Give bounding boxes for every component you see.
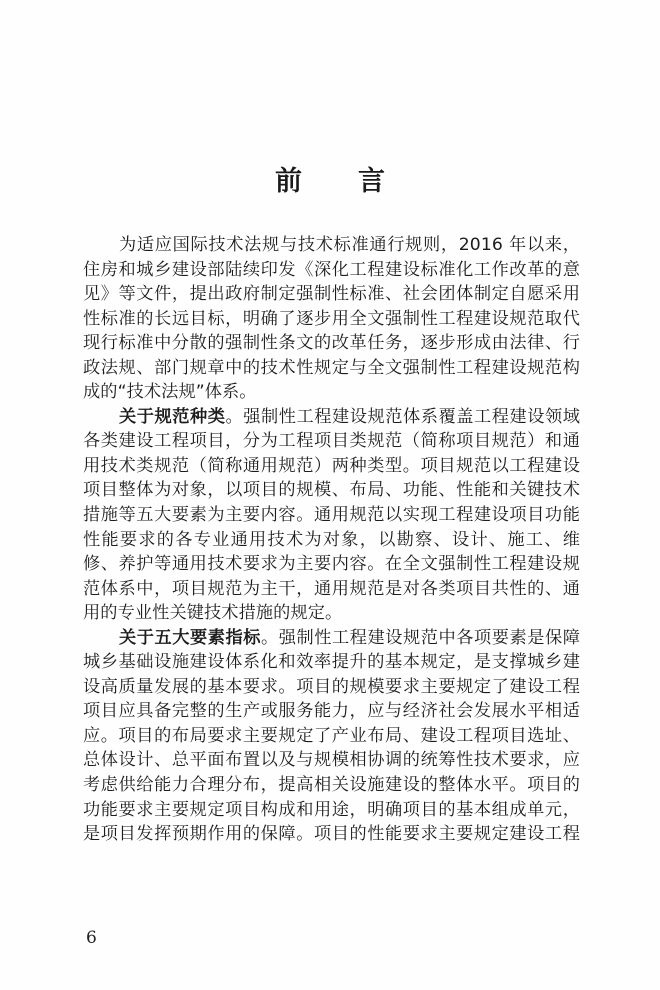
text-line: [83, 405, 580, 430]
text-line: 用的专业性关键技术措施的规定。: [83, 603, 343, 624]
text-line: 见》等文件，提出政府制定强制性标准、社会团体制定自愿采用: [83, 284, 580, 305]
text-line: 考虑供给能力合理分布，提高相关设施建设的整体水平。项目的: [83, 775, 580, 796]
page-number: 6: [86, 928, 97, 948]
text-line: 总体设计、总平面布置以及与规模相协调的统筹性技术要求，应: [83, 750, 580, 771]
text-line: 用技术类规范（简称通用规范）两种类型。项目规范以工程建设: [83, 455, 580, 476]
text-line: 各类建设工程项目，分为工程项目类规范（简称项目规范）和通: [83, 431, 580, 452]
paragraph-heading: 关于规范种类: [119, 406, 226, 427]
text-line: 成的“技术法规”体系。: [83, 382, 257, 403]
text-line: 措施等五大要素为主要内容。通用规范以实现工程建设项目功能: [83, 505, 580, 526]
text-line: 住房和城乡建设部陆续印发《深化工程建设标准化工作改革的意: [83, 259, 580, 280]
text-line: 项目应具备完整的生产或服务能力，应与经济社会发展水平相适: [83, 701, 580, 722]
page-title: [0, 166, 660, 198]
title-char-1: 前: [275, 166, 302, 197]
text-run: 。强制性工程建设规范体系覆盖工程建设领域: [225, 406, 580, 427]
text-line: 应。项目的布局要求主要规定了产业布局、建设工程项目选址、: [83, 725, 580, 746]
text-line: 修、养护等通用技术要求为主要内容。在全文强制性工程建设规: [83, 554, 580, 575]
text-run: 。强制性工程建设规范中各项要素是保障: [260, 627, 580, 648]
paragraph-3-five-elements: [83, 626, 580, 847]
text-line: 范体系中，项目规范为主干，通用规范是对各类项目共性的、通: [83, 578, 580, 599]
paragraph-2-spec-types: [83, 405, 580, 626]
text-line: 政法规、部门规章中的技术性规定与全文强制性工程建设规范构: [83, 357, 580, 378]
text-line: 项目整体为对象，以项目的规模、布局、功能、性能和关键技术: [83, 480, 580, 501]
text-line: 是项目发挥预期作用的保障。项目的性能要求主要规定建设工程: [83, 824, 580, 845]
text-line: 性标准的长远目标，明确了逐步用全文强制性工程建设规范取代: [83, 308, 580, 329]
text-line: 设高质量发展的基本要求。项目的规模要求主要规定了建设工程: [83, 676, 580, 697]
text-line: 性能要求的各专业通用技术为对象，以勘察、设计、施工、维: [83, 529, 580, 550]
paragraph-heading: 关于五大要素指标: [119, 627, 261, 648]
text-line: 功能要求主要规定项目构成和用途，明确项目的基本组成单元，: [83, 799, 580, 820]
title-char-2: 言: [358, 166, 385, 197]
paragraph-1: [83, 233, 580, 405]
text-line: 现行标准中分散的强制性条文的改革任务，逐步形成由法律、行: [83, 333, 580, 354]
preface-body: [83, 233, 580, 847]
text-line: 为适应国际技术法规与技术标准通行规则，2016 年以来，: [119, 235, 580, 255]
text-line: [83, 626, 580, 651]
text-line: 城乡基础设施建设体系化和效率提升的基本规定，是支撑城乡建: [83, 652, 580, 673]
